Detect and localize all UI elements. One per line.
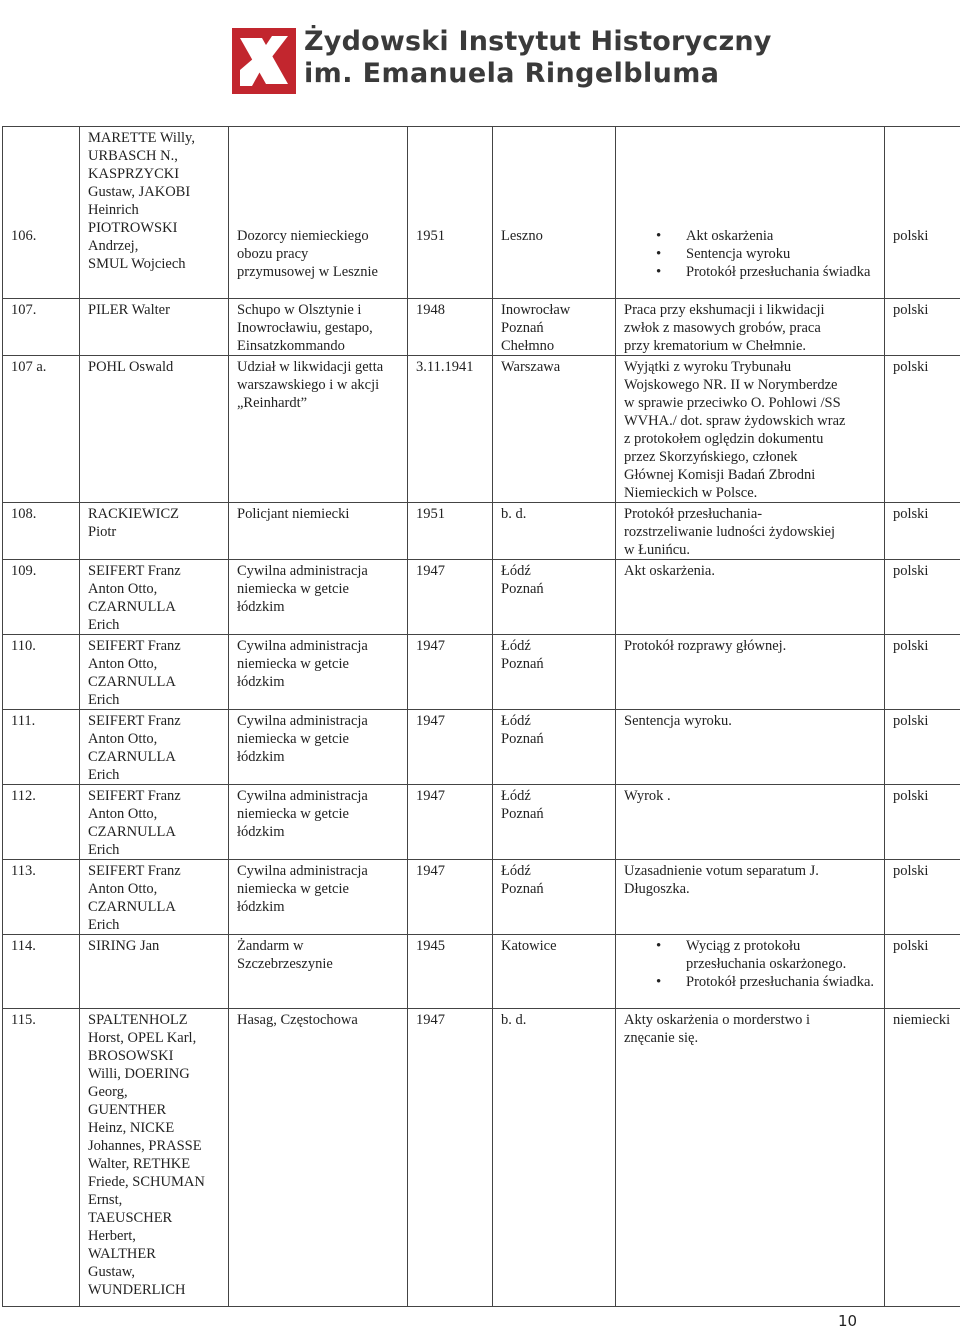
person-name-line: Anton Otto, [88, 581, 158, 597]
list-item: • Protokół przesłuchania świadka [686, 263, 878, 281]
description-line: Szczebrzeszynie [237, 956, 333, 972]
record-number: 107. [11, 302, 37, 318]
document-content-line: przez Skorzyńskiego, członek [624, 449, 798, 465]
document-content-line: Długoszka. [624, 881, 690, 897]
record-number-cell [3, 710, 80, 785]
place-line: Poznań [501, 320, 544, 336]
institute-logo-icon [232, 28, 296, 94]
table-row [3, 935, 960, 1009]
record-number: 111. [11, 713, 36, 729]
description-line: Cywilna administracja [237, 638, 368, 654]
year-value: 1951 [416, 228, 445, 244]
description-line: łódzkim [237, 749, 285, 765]
language-cell [885, 356, 960, 503]
person-name-line: WALTHER [88, 1246, 156, 1262]
language-value: polski [893, 788, 929, 804]
record-number: 110. [11, 638, 36, 654]
person-names-cell [80, 710, 229, 785]
person-name-line: SEIFERT Franz [88, 788, 181, 804]
person-name-line: PIOTROWSKI [88, 220, 178, 236]
place-cell [493, 127, 616, 299]
person-names-cell [80, 785, 229, 860]
table-row [3, 299, 960, 356]
list-item: • Sentencja wyroku [686, 245, 878, 263]
place-line: Inowrocław [501, 302, 571, 318]
description-line: Hasag, Częstochowa [237, 1012, 358, 1028]
year-cell [408, 860, 493, 935]
language-value: polski [893, 359, 929, 375]
list-item: • Akt oskarżenia [686, 227, 878, 245]
document-content-line: Akt oskarżenia. [624, 563, 715, 579]
list-item: • Protokół przesłuchania świadka. [686, 973, 878, 991]
language-cell [885, 935, 960, 1009]
year-cell [408, 710, 493, 785]
year-cell [408, 560, 493, 635]
language-value: polski [893, 863, 929, 879]
place-line: Łódź [501, 563, 531, 579]
place-line: Leszno [501, 228, 543, 244]
person-name-line: Erich [88, 617, 120, 633]
person-name-line: Heinrich [88, 202, 139, 218]
record-number-cell [3, 635, 80, 710]
document-content-cell [616, 127, 885, 299]
description-line: Einsatzkommando [237, 338, 345, 354]
description-line: warszawskiego i w akcji [237, 377, 380, 393]
year-cell [408, 635, 493, 710]
document-content-line: Sentencja wyroku. [624, 713, 732, 729]
record-number-cell [3, 560, 80, 635]
place-line: Łódź [501, 638, 531, 654]
language-value: niemiecki [893, 1012, 951, 1028]
person-name-line: Horst, OPEL Karl, [88, 1030, 197, 1046]
description-cell [229, 785, 408, 860]
language-cell [885, 127, 960, 299]
language-value: polski [893, 506, 929, 522]
logo-title-line1: Żydowski Instytut Historyczny [304, 26, 772, 57]
place-line: Chełmno [501, 338, 555, 354]
description-line: niemiecka w getcie [237, 581, 349, 597]
description-line: przymusowej w Lesznie [237, 264, 378, 280]
person-name-line: Anton Otto, [88, 806, 158, 822]
page-header [232, 24, 772, 104]
description-cell [229, 860, 408, 935]
document-content-cell [616, 935, 885, 1009]
person-name-line: PILER Walter [88, 302, 170, 318]
description-line: niemiecka w getcie [237, 806, 349, 822]
person-name-line: Anton Otto, [88, 731, 158, 747]
table-row [3, 860, 960, 935]
description-line: łódzkim [237, 899, 285, 915]
description-cell [229, 560, 408, 635]
person-name-line: SEIFERT Franz [88, 713, 181, 729]
place-line: Poznań [501, 731, 544, 747]
place-line: Łódź [501, 788, 531, 804]
person-names-cell [80, 935, 229, 1009]
place-line: Poznań [501, 806, 544, 822]
year-value: 1948 [416, 302, 445, 318]
description-line: niemiecka w getcie [237, 881, 349, 897]
person-name-line: Georg, [88, 1084, 128, 1100]
year-cell [408, 785, 493, 860]
record-number: 107 a. [11, 359, 47, 375]
document-content-line: znęcanie się. [624, 1030, 699, 1046]
person-name-line: Erich [88, 692, 120, 708]
place-cell [493, 1009, 616, 1307]
person-name-line: GUENTHER [88, 1102, 167, 1118]
document-content-line: Protokół rozprawy głównej. [624, 638, 787, 654]
year-value: 1947 [416, 1012, 445, 1028]
person-name-line: MARETTE Willy, [88, 130, 195, 146]
person-name-line: SEIFERT Franz [88, 863, 181, 879]
person-name-line: SEIFERT Franz [88, 563, 181, 579]
record-number: 109. [11, 563, 37, 579]
document-content-cell [616, 299, 885, 356]
document-content-line: w sprawie przeciwko O. Pohlowi /SS [624, 395, 841, 411]
table-row [3, 635, 960, 710]
document-content-line: Głównej Komisji Badań Zbrodni [624, 467, 816, 483]
language-cell [885, 503, 960, 560]
description-line: „Reinhardt” [237, 395, 308, 411]
person-names-cell [80, 860, 229, 935]
person-name-line: BROSOWSKI [88, 1048, 174, 1064]
person-names-cell [80, 503, 229, 560]
person-name-line: URBASCH N., [88, 148, 178, 164]
table-row [3, 560, 960, 635]
place-cell [493, 503, 616, 560]
description-cell [229, 635, 408, 710]
document-content-cell [616, 560, 885, 635]
place-line: b. d. [501, 506, 527, 522]
document-list [624, 227, 878, 281]
document-content-line: WVHA./ dot. spraw żydowskich wraz [624, 413, 846, 429]
year-value: 1947 [416, 713, 445, 729]
year-cell [408, 356, 493, 503]
description-cell [229, 127, 408, 299]
place-cell [493, 635, 616, 710]
person-names-cell [80, 299, 229, 356]
description-cell [229, 299, 408, 356]
language-value: polski [893, 302, 929, 318]
person-names-cell [80, 356, 229, 503]
description-line: Cywilna administracja [237, 713, 368, 729]
description-line: Cywilna administracja [237, 563, 368, 579]
year-value: 3.11.1941 [416, 359, 474, 375]
document-content-line: Protokół przesłuchania- [624, 506, 763, 522]
person-name-line: Piotr [88, 524, 117, 540]
record-number-cell [3, 1009, 80, 1307]
place-cell [493, 935, 616, 1009]
year-cell [408, 1009, 493, 1307]
language-cell [885, 635, 960, 710]
person-name-line: CZARNULLA [88, 824, 176, 840]
logo-title-line2: im. Emanuela Ringelbluma [304, 58, 720, 89]
place-line: Łódź [501, 863, 531, 879]
description-cell [229, 356, 408, 503]
person-names-cell [80, 635, 229, 710]
language-value: polski [893, 563, 929, 579]
record-number-cell [3, 356, 80, 503]
place-line: Warszawa [501, 359, 561, 375]
language-value: polski [893, 228, 929, 244]
place-line: Poznań [501, 881, 544, 897]
person-name-line: Gustaw, JAKOBI [88, 184, 191, 200]
document-content-line: Wojskowego NR. II w Norymberdze [624, 377, 838, 393]
person-name-line: CZARNULLA [88, 674, 176, 690]
person-name-line: SPALTENHOLZ [88, 1012, 188, 1028]
language-cell [885, 860, 960, 935]
document-content-cell [616, 860, 885, 935]
description-line: Cywilna administracja [237, 863, 368, 879]
document-content-line: Akty oskarżenia o morderstwo i [624, 1012, 811, 1028]
person-name-line: TAEUSCHER [88, 1210, 173, 1226]
document-content-cell [616, 356, 885, 503]
person-name-line: Heinz, NICKE [88, 1120, 175, 1136]
document-content-line: Wyrok . [624, 788, 671, 804]
document-content-line: z protokołem oględzin dokumentu [624, 431, 824, 447]
person-name-line: KASPRZYCKI [88, 166, 180, 182]
document-content-line: przy krematorium w Chełmnie. [624, 338, 807, 354]
description-line: łódzkim [237, 599, 285, 615]
year-cell [408, 935, 493, 1009]
place-line: Poznań [501, 581, 544, 597]
year-value: 1947 [416, 863, 445, 879]
description-line: Inowrocławiu, gestapo, [237, 320, 373, 336]
record-number: 112. [11, 788, 36, 804]
document-content-line: Praca przy ekshumacji i likwidacji [624, 302, 825, 318]
language-value: polski [893, 713, 929, 729]
record-number-cell [3, 860, 80, 935]
person-name-line: SMUL Wojciech [88, 256, 186, 272]
description-line: Dozorcy niemieckiego [237, 228, 369, 244]
table-row [3, 503, 960, 560]
table-row [3, 127, 960, 299]
place-line: Poznań [501, 656, 544, 672]
person-name-line: Walter, RETHKE [88, 1156, 191, 1172]
person-name-line: Friede, SCHUMAN [88, 1174, 205, 1190]
place-cell [493, 356, 616, 503]
description-line: Policjant niemiecki [237, 506, 350, 522]
document-content-cell [616, 710, 885, 785]
person-names-cell [80, 560, 229, 635]
document-content-line: w Łunińcu. [624, 542, 691, 558]
record-number: 115. [11, 1012, 36, 1028]
record-number-cell [3, 127, 80, 299]
year-value: 1947 [416, 788, 445, 804]
description-cell [229, 503, 408, 560]
description-cell [229, 935, 408, 1009]
document-list [624, 937, 878, 991]
language-value: polski [893, 638, 929, 654]
person-name-line: Erich [88, 842, 120, 858]
list-item: • Wyciąg z protokołu przesłuchania oskarżonego. [686, 937, 878, 973]
record-number-cell [3, 503, 80, 560]
description-line: Żandarm w [237, 938, 304, 954]
person-names-cell [80, 1009, 229, 1307]
record-number: 108. [11, 506, 37, 522]
description-cell [229, 1009, 408, 1307]
person-name-line: Andrzej, [88, 238, 139, 254]
person-name-line: Johannes, PRASSE [88, 1138, 202, 1154]
records-table [2, 126, 960, 1307]
record-number: 106. [11, 228, 37, 244]
year-cell [408, 299, 493, 356]
person-name-line: Herbert, [88, 1228, 136, 1244]
description-line: Cywilna administracja [237, 788, 368, 804]
document-content-line: rozstrzeliwanie ludności żydowskiej [624, 524, 835, 540]
year-cell [408, 503, 493, 560]
person-name-line: Erich [88, 917, 120, 933]
place-line: Łódź [501, 713, 531, 729]
record-number-cell [3, 935, 80, 1009]
place-cell [493, 860, 616, 935]
person-name-line: SEIFERT Franz [88, 638, 181, 654]
document-content-line: Wyjątki z wyroku Trybunału [624, 359, 792, 375]
document-content-cell [616, 503, 885, 560]
description-line: Udział w likwidacji getta [237, 359, 384, 375]
description-line: niemiecka w getcie [237, 731, 349, 747]
table-row [3, 710, 960, 785]
person-name-line: Erich [88, 767, 120, 783]
document-content-cell [616, 1009, 885, 1307]
person-name-line: CZARNULLA [88, 899, 176, 915]
place-line: Katowice [501, 938, 557, 954]
person-name-line: Gustaw, [88, 1264, 135, 1280]
year-value: 1947 [416, 638, 445, 654]
language-cell [885, 560, 960, 635]
place-cell [493, 299, 616, 356]
year-cell [408, 127, 493, 299]
page-number: 10 [838, 1312, 858, 1330]
record-number-cell [3, 785, 80, 860]
document-content-line: Uzasadnienie votum separatum J. [624, 863, 819, 879]
document-content-cell [616, 785, 885, 860]
language-cell [885, 785, 960, 860]
table-row [3, 785, 960, 860]
place-cell [493, 560, 616, 635]
language-cell [885, 1009, 960, 1307]
table-row [3, 356, 960, 503]
person-name-line: WUNDERLICH [88, 1282, 186, 1298]
person-name-line: CZARNULLA [88, 599, 176, 615]
description-line: niemiecka w getcie [237, 656, 349, 672]
language-cell [885, 710, 960, 785]
person-name-line: Ernst, [88, 1192, 123, 1208]
person-name-line: POHL Oswald [88, 359, 174, 375]
record-number-cell [3, 299, 80, 356]
place-line: b. d. [501, 1012, 527, 1028]
record-number: 114. [11, 938, 36, 954]
description-line: łódzkim [237, 824, 285, 840]
person-name-line: Willi, DOERING [88, 1066, 190, 1082]
person-name-line: CZARNULLA [88, 749, 176, 765]
document-content-line: Niemieckich w Polsce. [624, 485, 758, 501]
year-value: 1945 [416, 938, 445, 954]
document-content-cell [616, 635, 885, 710]
description-line: obozu pracy [237, 246, 309, 262]
language-value: polski [893, 938, 929, 954]
person-name-line: Anton Otto, [88, 881, 158, 897]
place-cell [493, 785, 616, 860]
person-name-line: SIRING Jan [88, 938, 160, 954]
description-line: łódzkim [237, 674, 285, 690]
records-table-body [3, 127, 960, 1307]
document-content-line: zwłok z masowych grobów, praca [624, 320, 821, 336]
description-line: Schupo w Olsztynie i [237, 302, 362, 318]
person-name-line: RACKIEWICZ [88, 506, 180, 522]
person-name-line: Anton Otto, [88, 656, 158, 672]
year-value: 1947 [416, 563, 445, 579]
record-number: 113. [11, 863, 36, 879]
place-cell [493, 710, 616, 785]
person-names-cell [80, 127, 229, 299]
table-row [3, 1009, 960, 1307]
year-value: 1951 [416, 506, 445, 522]
language-cell [885, 299, 960, 356]
description-cell [229, 710, 408, 785]
